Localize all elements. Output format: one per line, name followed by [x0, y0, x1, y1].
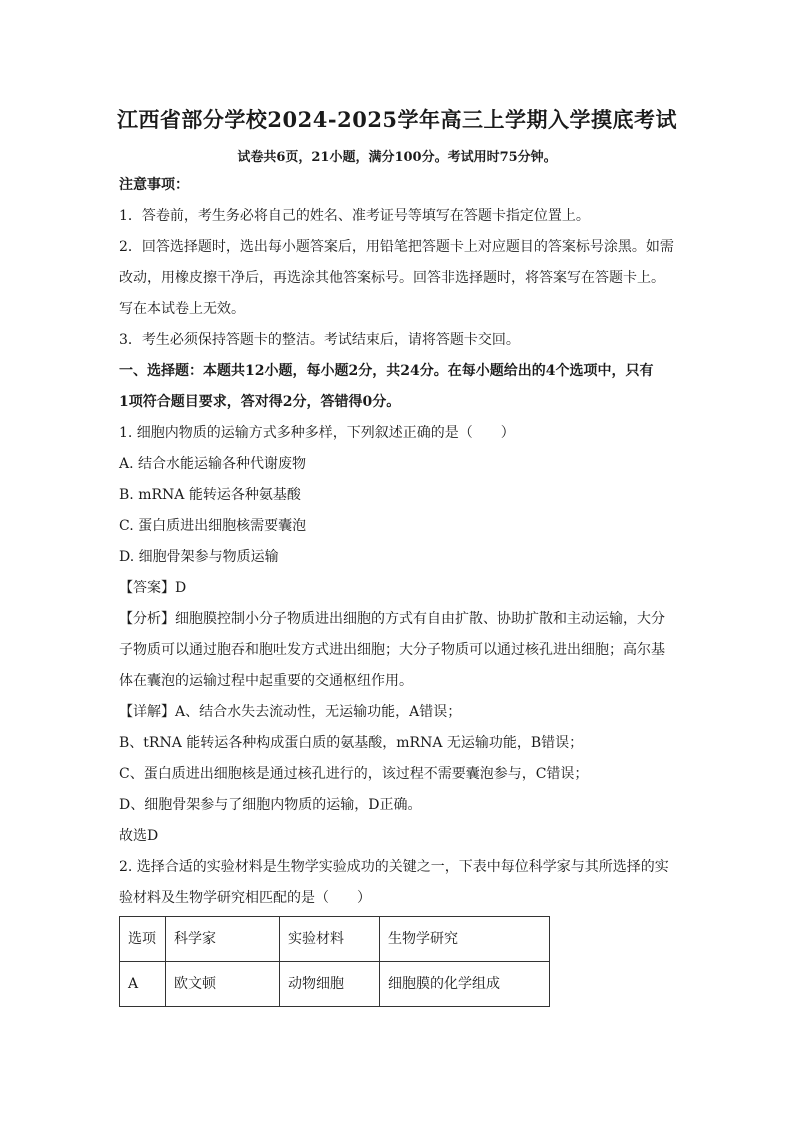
- question-2-table: [119, 916, 550, 1007]
- question-1-detail-line-4: D、细胞骨架参与了细胞内物质的运输，D正确。: [119, 797, 422, 813]
- notice-item-2-line-1: 2．回答选择题时，选出每小题答案后，用铅笔把答题卡上对应题目的答案标号涂黑。如需: [119, 239, 674, 255]
- question-1-analysis-line-3: 体在囊泡的运输过程中起重要的交通枢纽作用。: [119, 673, 413, 689]
- section-heading-line-1: 一、选择题：本题共12小题，每小题2分，共24分。在每小题给出的4个选项中，只有: [119, 363, 654, 379]
- question-1-detail-line-2: B、tRNA 能转运各种构成蛋白质的氨基酸，mRNA 无运输功能，B错误；: [119, 735, 584, 751]
- table-header-cell: 科学家: [166, 917, 280, 962]
- table-header-cell: 生物学研究: [380, 917, 550, 962]
- question-2-stem-line-1: 2. 选择合适的实验材料是生物学实验成功的关键之一，下表中每位科学家与其所选择的实: [119, 859, 669, 875]
- question-1-option-d: D. 细胞骨架参与物质运输: [119, 549, 279, 565]
- table-cell: 细胞膜的化学组成: [380, 962, 550, 1007]
- question-1-option-b: B. mRNA 能转运各种氨基酸: [119, 487, 301, 503]
- table-row: [120, 962, 550, 1007]
- question-1-analysis-line-2: 子物质可以通过胞吞和胞吐发方式进出细胞；大分子物质可以通过核孔进出细胞；高尔基: [119, 642, 665, 658]
- table-cell: A: [120, 962, 166, 1007]
- question-1-detail-line-1: 【详解】A、结合水失去流动性，无运输功能，A错误；: [119, 704, 462, 720]
- table-cell: 欧文顿: [166, 962, 280, 1007]
- table-cell: 动物细胞: [280, 962, 380, 1007]
- question-1-answer: 【答案】D: [119, 580, 187, 596]
- question-1-option-a: A. 结合水能运输各种代谢废物: [119, 456, 307, 472]
- question-2-stem-line-2: 验材料及生物学研究相匹配的是（ ）: [119, 890, 371, 906]
- notice-item-3: 3．考生必须保持答题卡的整洁。考试结束后，请将答题卡交回。: [119, 332, 520, 348]
- question-1-stem: 1. 细胞内物质的运输方式多种多样，下列叙述正确的是（ ）: [119, 425, 515, 441]
- question-1-option-c: C. 蛋白质进出细胞核需要囊泡: [119, 518, 307, 534]
- table-header-row: [120, 917, 550, 962]
- question-1-conclusion: 故选D: [119, 828, 159, 844]
- notice-heading: 注意事项：: [119, 177, 189, 193]
- section-heading-line-2: 1项符合题目要求，答对得2分，答错得0分。: [119, 394, 401, 410]
- notice-item-2-line-3: 写在本试卷上无效。: [119, 301, 245, 317]
- page-title: 江西省部分学校2024-2025学年高三上学期入学摸底考试: [116, 107, 678, 132]
- exam-content: [119, 170, 679, 1007]
- table-header-cell: 实验材料: [280, 917, 380, 962]
- question-1-analysis-line-1: 【分析】细胞膜控制小分子物质进出细胞的方式有自由扩散、协助扩散和主动运输，大分: [119, 611, 665, 627]
- exam-info: 试卷共6页，21小题，满分100分。考试用时75分钟。: [237, 150, 557, 165]
- question-1-detail-line-3: C、蛋白质进出细胞核是通过核孔进行的，该过程不需要囊泡参与，C错误；: [119, 766, 589, 782]
- table-header-cell: 选项: [120, 917, 166, 962]
- notice-item-1: 1．答卷前，考生务必将自己的姓名、准考证号等填写在答题卡指定位置上。: [119, 208, 590, 224]
- notice-item-2-line-2: 改动，用橡皮擦干净后，再选涂其他答案标号。回答非选择题时，将答案写在答题卡上。: [119, 270, 665, 286]
